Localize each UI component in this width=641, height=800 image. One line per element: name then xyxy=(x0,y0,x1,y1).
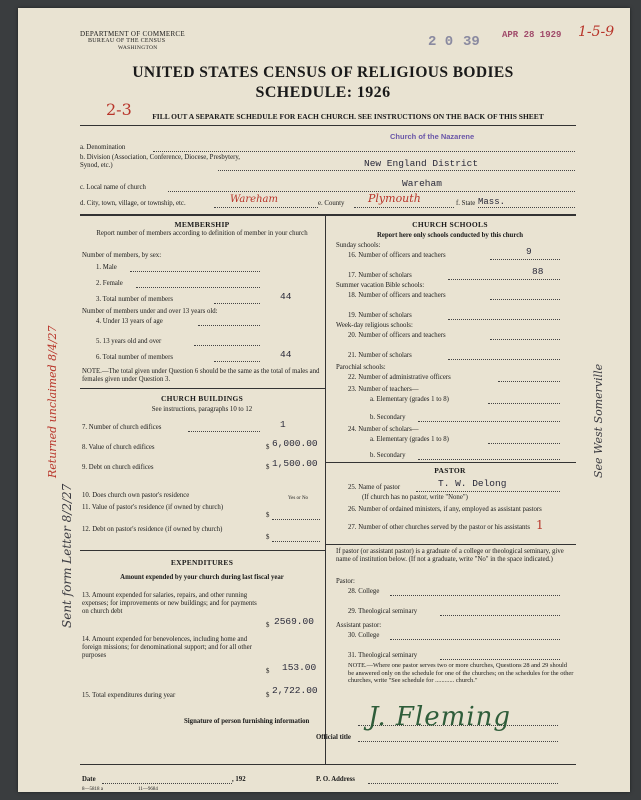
dept-name: DEPARTMENT OF COMMERCE xyxy=(80,30,185,38)
schedule-title: SCHEDULE: 1926 xyxy=(255,84,391,101)
q17-value: 88 xyxy=(532,266,544,277)
schools-intro: Report here only schools conducted by this church xyxy=(376,232,524,239)
q7-value: 1 xyxy=(280,419,286,430)
q9-debt-edifices: 9. Debt on church edifices xyxy=(82,464,154,471)
county-value: Plymouth xyxy=(368,192,421,205)
form-code: 8—5818 a xyxy=(82,787,103,792)
q13-value: 2569.00 xyxy=(274,616,314,627)
buildings-heading: CHURCH BUILDINGS xyxy=(160,394,244,403)
q25-value: T. W. Delong xyxy=(438,478,507,489)
local-name-label: c. Local name of church xyxy=(80,184,146,191)
q25-note: (If church has no pastor, write "None") xyxy=(362,494,468,501)
buildings-intro: See instructions, paragraphs 10 to 12 xyxy=(151,406,253,413)
margin-note-returned: Returned unclaimed 8/4/27 xyxy=(46,325,59,478)
summer-label: Summer vacation Bible schools: xyxy=(336,282,425,289)
pastor-note: NOTE.—Where one pastor serves two or more churches, Questions 28 and 29 should be answered only on the schedule for one of the churches; on the schedules for the other churches, write "See schedule for ............ church." xyxy=(348,662,574,685)
q21-scholars: 21. Number of scholars xyxy=(348,352,412,359)
q27-value: 1 xyxy=(536,518,544,532)
po-address-label: P. O. Address xyxy=(316,776,355,783)
form-code-2: 11—9684 xyxy=(138,787,158,792)
expenditures-heading: EXPENDITURES xyxy=(170,558,234,567)
membership-intro: Report number of members according to definition of member in your church xyxy=(96,230,308,237)
membership-heading: MEMBERSHIP xyxy=(174,220,230,229)
q10-residence: 10. Does church own pastor's residence xyxy=(82,492,190,499)
signature: J. Fleming xyxy=(368,702,512,732)
q25-pastor-name: 25. Name of pastor xyxy=(348,484,401,491)
q19-scholars: 19. Number of scholars xyxy=(348,312,412,319)
q11-dollar: $ xyxy=(266,512,270,519)
pastor-heading: PASTOR xyxy=(434,466,466,475)
red-code: 2-3 xyxy=(106,100,132,119)
q9-value: 1,500.00 xyxy=(272,458,318,469)
bureau-name: BUREAU OF THE CENSUS xyxy=(88,38,166,44)
q16-officers: 16. Number of officers and teachers xyxy=(348,252,446,259)
q8-dollar: $ xyxy=(266,444,270,451)
q5-13-and-over: 5. 13 years old and over xyxy=(96,338,162,345)
age-intro: Number of members under and over 13 years old: xyxy=(82,308,218,315)
q11-value-residence: 11. Value of pastor's residence (if owned by church) xyxy=(82,504,224,511)
q24a-elementary: a. Elementary (grades 1 to 8) xyxy=(370,436,449,443)
q22-admin-officers: 22. Number of administrative officers xyxy=(348,374,451,381)
q15-dollar: $ xyxy=(266,692,270,699)
received-stamp: APR 28 1929 xyxy=(502,30,562,40)
q2-female: 2. Female xyxy=(96,280,123,287)
q8-value: 6,000.00 xyxy=(272,438,318,449)
q24b-secondary: b. Secondary xyxy=(370,452,406,459)
q23b-secondary: b. Secondary xyxy=(370,414,406,421)
stamp-left: 2 0 xyxy=(428,34,454,50)
stamp-number: 39 xyxy=(463,34,480,50)
q29-seminary: 29. Theological seminary xyxy=(348,608,418,615)
q24-scholars: 24. Number of scholars— xyxy=(348,426,419,433)
denomination-value: Church of the Nazarene xyxy=(390,132,475,141)
q15-total-expenditures: 15. Total expenditures during year xyxy=(82,692,176,699)
q14-benevolences: 14. Amount expended for benevolences, including home and foreign missions; for denominational support; and for all other purposes xyxy=(82,636,252,659)
handwritten-date: 1-5-9 xyxy=(578,24,615,40)
q6-total: 6. Total number of members xyxy=(96,354,173,361)
county-label: e. County xyxy=(318,200,345,207)
q1-male: 1. Male xyxy=(96,264,117,271)
pastor-label: Pastor: xyxy=(336,578,355,585)
state-label: f. State xyxy=(456,200,476,207)
q30-college: 30. College xyxy=(348,632,380,639)
q7-edifices: 7. Number of church edifices xyxy=(82,424,162,431)
q4-under-13: 4. Under 13 years of age xyxy=(96,318,163,325)
signature-label: Signature of person furnishing information xyxy=(184,718,310,725)
division-value: New England District xyxy=(364,158,479,169)
q13-dollar: $ xyxy=(266,622,270,629)
q13-running-expenses: 13. Amount expended for salaries, repairs, and other running expenses; for improvements or new buildings; and for payments on church debt xyxy=(82,592,257,615)
graduate-note: If pastor (or assistant pastor) is a graduate of a college or theological seminary, give name of institution below. (If not a graduate, write "No" in the space indicated.) xyxy=(336,548,564,563)
year-label: , 192 xyxy=(232,776,246,783)
city-label: d. City, town, village, or township, etc. xyxy=(80,200,186,207)
date-label: Date xyxy=(82,776,96,783)
q23a-elementary: a. Elementary (grades 1 to 8) xyxy=(370,396,449,403)
q27-other-churches: 27. Number of other churches served by the pastor or his assistants xyxy=(348,524,530,531)
margin-note-sent: Sent form Letter 8/2/27 xyxy=(60,483,74,628)
expenditures-intro: Amount expended by your church during last fiscal year xyxy=(120,574,284,581)
division-label: b. Division (Association, Conference, Diocese, Presbytery, Synod, etc.) xyxy=(80,154,241,169)
q31-seminary: 31. Theological seminary xyxy=(348,652,418,659)
q14-dollar: $ xyxy=(266,668,270,675)
city-name: WASHINGTON xyxy=(118,45,158,51)
denomination-label: a. Denomination xyxy=(80,144,126,151)
q18-officers: 18. Number of officers and teachers xyxy=(348,292,446,299)
local-name-value: Wareham xyxy=(402,178,442,189)
form-title: UNITED STATES CENSUS OF RELIGIOUS BODIES xyxy=(132,64,514,81)
q15-value: 2,722.00 xyxy=(272,685,318,696)
q3-total: 3. Total number of members xyxy=(96,296,173,303)
schools-heading: CHURCH SCHOOLS xyxy=(412,220,488,229)
q12-dollar: $ xyxy=(266,534,270,541)
margin-note-right: See West Somerville xyxy=(592,363,605,478)
state-value: Mass. xyxy=(478,197,506,207)
by-sex-label: Number of members, by sex: xyxy=(82,252,162,259)
yes-no-hint: Yes or No xyxy=(288,496,309,501)
q26-assistants: 26. Number of ordained ministers, if any, employed as assistant pastors xyxy=(348,506,542,513)
q23-teachers: 23. Number of teachers— xyxy=(348,386,419,393)
weekday-label: Week-day religious schools: xyxy=(336,322,413,329)
q9-dollar: $ xyxy=(266,464,270,471)
sunday-label: Sunday schools: xyxy=(336,242,381,249)
official-title-label: Official title xyxy=(316,734,351,741)
q28-college: 28. College xyxy=(348,588,380,595)
q16-value: 9 xyxy=(526,246,532,257)
instruction-line: FILL OUT A SEPARATE SCHEDULE FOR EACH CHURCH. SEE INSTRUCTIONS ON THE BACK OF THIS SHEET xyxy=(152,112,544,121)
q17-scholars: 17. Number of scholars xyxy=(348,272,412,279)
census-schedule-sheet xyxy=(18,8,630,792)
membership-note: NOTE.—The total given under Question 6 should be the same as the total of males and females given under Question 3. xyxy=(82,368,320,383)
q12-debt-residence: 12. Debt on pastor's residence (if owned by church) xyxy=(82,526,223,533)
q3-value: 44 xyxy=(280,291,292,302)
q20-officers: 20. Number of officers and teachers xyxy=(348,332,446,339)
q6-value: 44 xyxy=(280,349,292,360)
city-value: Wareham xyxy=(230,194,278,205)
parochial-label: Parochial schools: xyxy=(336,364,386,371)
q14-value: 153.00 xyxy=(282,662,317,673)
q8-value-edifices: 8. Value of church edifices xyxy=(82,444,155,451)
asst-pastor-label: Assistant pastor: xyxy=(336,622,382,629)
